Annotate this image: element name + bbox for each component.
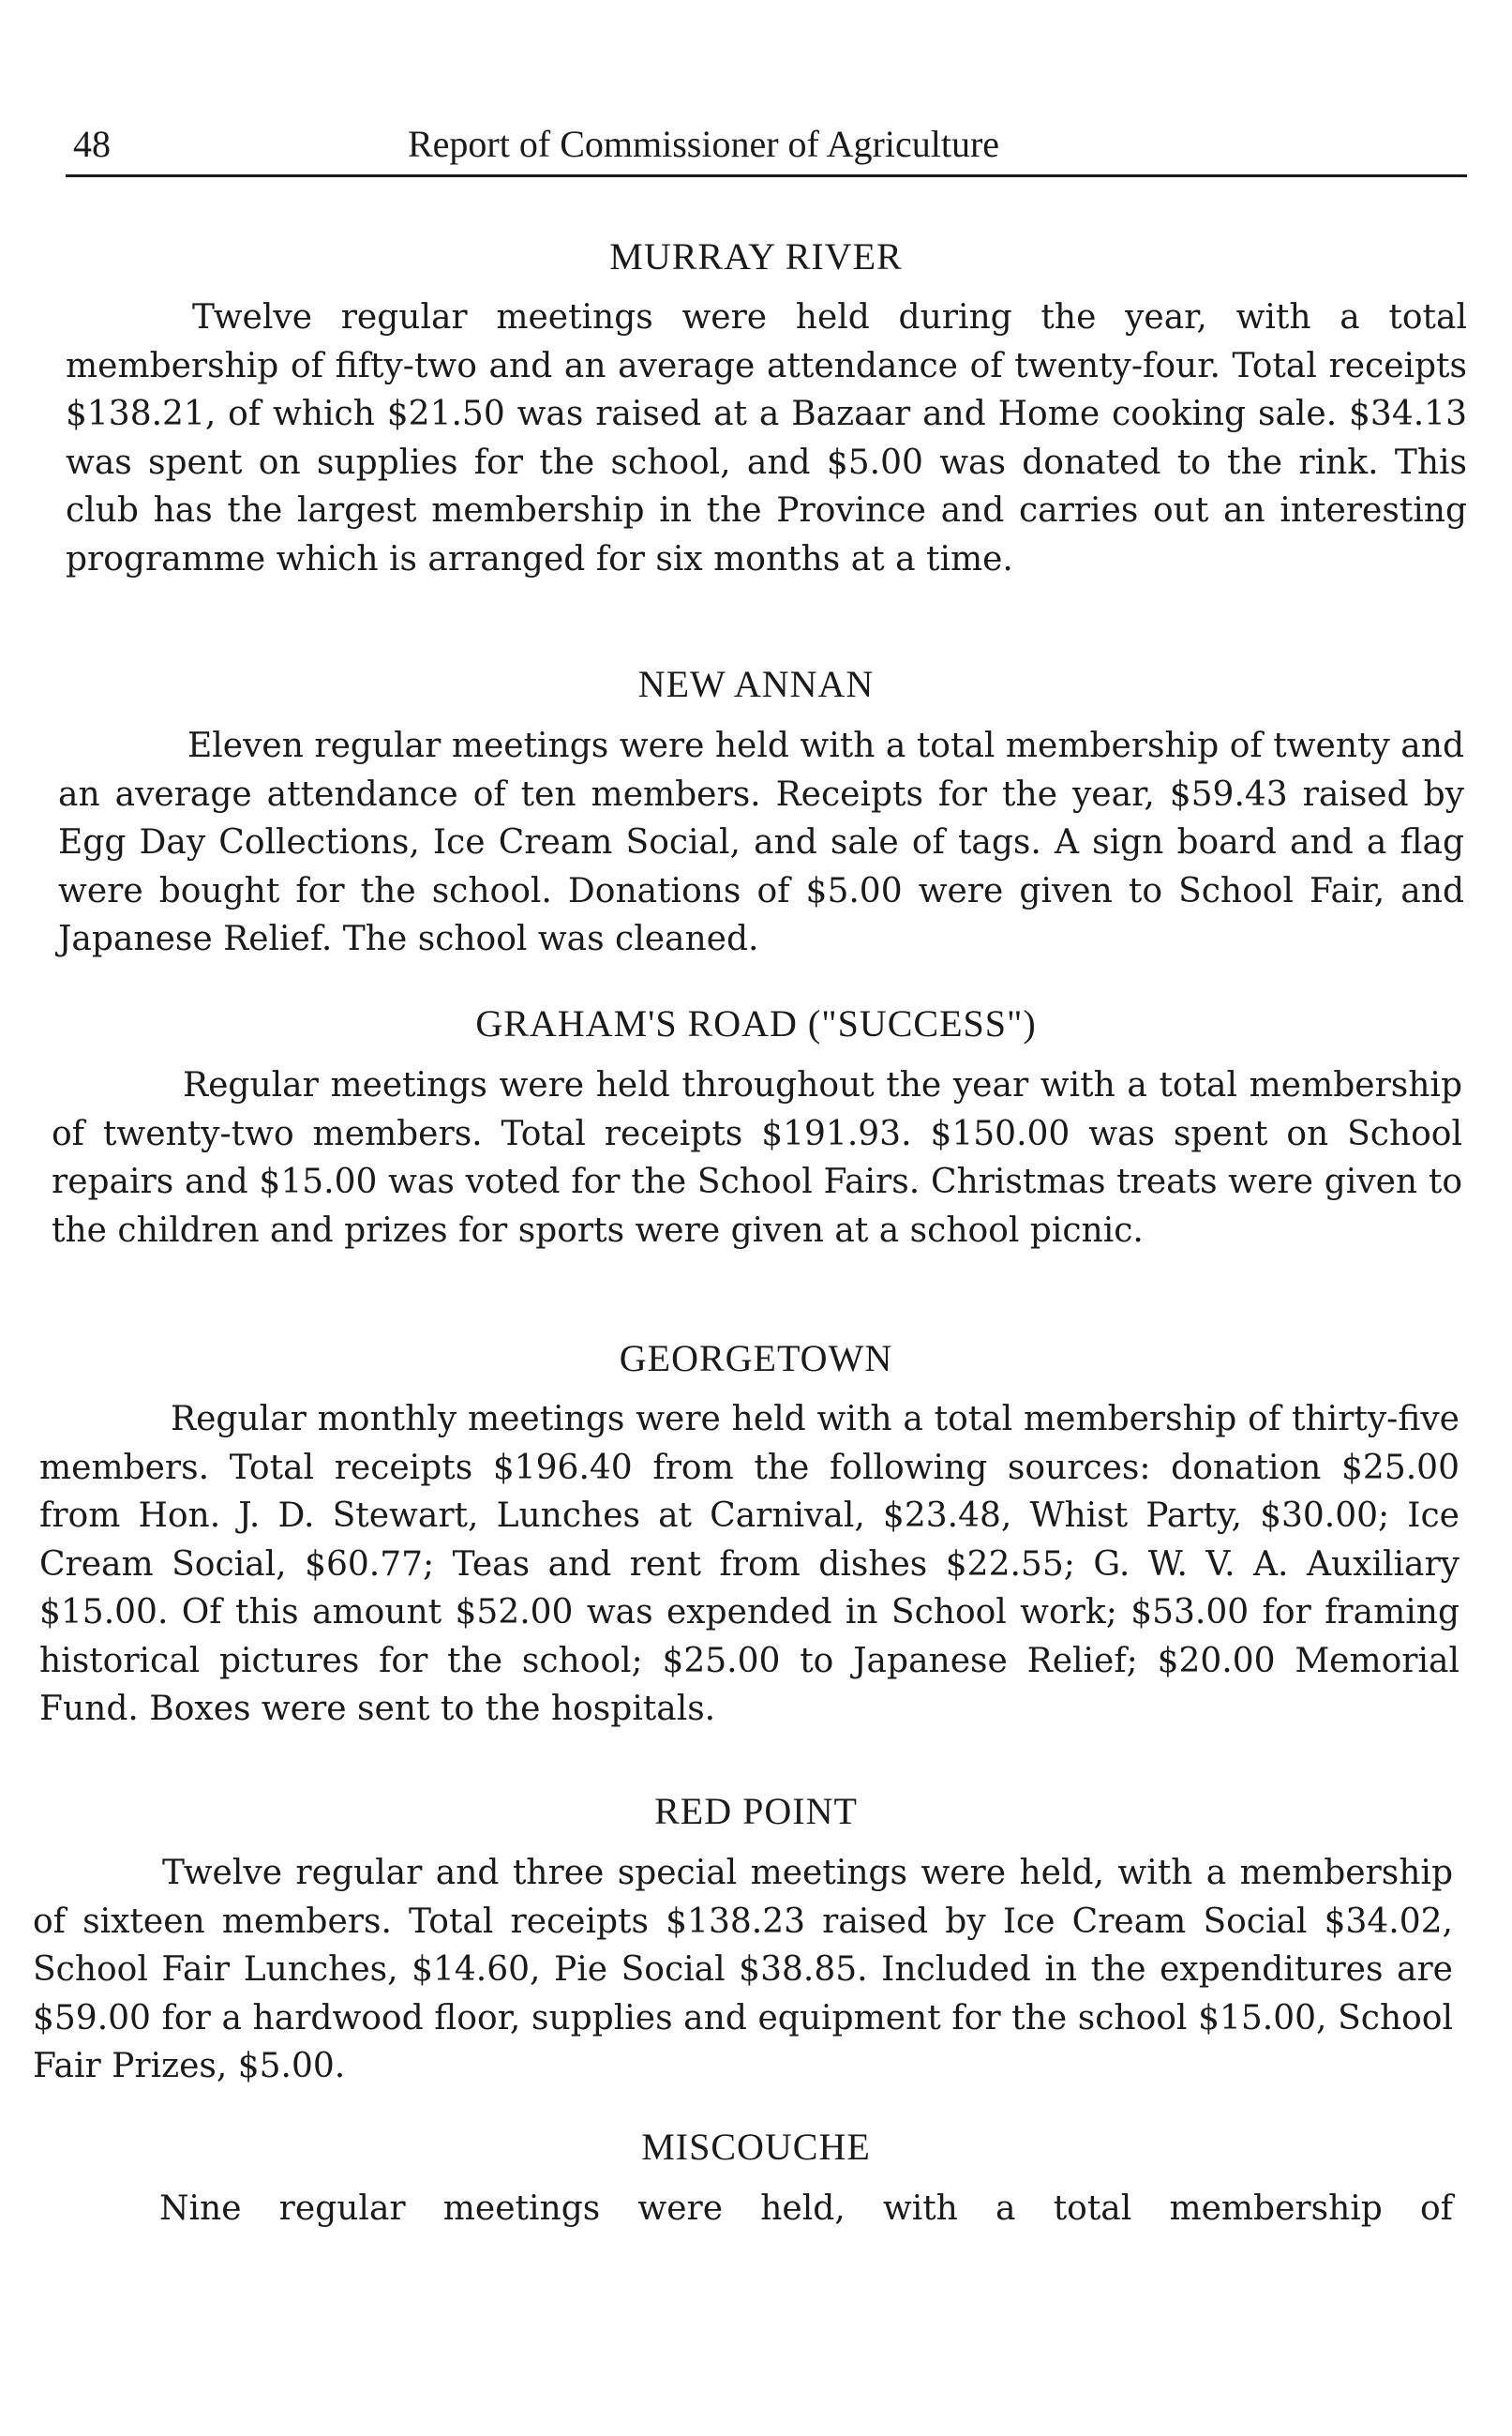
page-number: 48 xyxy=(73,123,111,165)
section-body-new-annan: Eleven regular meetings were held with a total membership of twenty and an average attendance of ten members. Receipts for the year, $59.43 raised by Egg Day Collections, Ice Cream Social, and sale of tags. A sign board and a flag were bought for the school. Donations of $5.00 were given to School Fair, and Japanese Relief. The school was cleaned. xyxy=(58,727,1464,958)
section-heading-miscouche: MISCOUCHE xyxy=(641,2126,871,2168)
section-body-red-point: Twelve regular and three special meetings were held, with a membership of sixteen members. Total receipts $138.23 raised by Ice Cream Social $34.02, School Fair Lunches, $14.60, Pie Social $38.85. Included in the expenditures are $59.00 for a hardwood floor, supplies and equipment for the school $15.00, School Fair Prizes, $5.00. xyxy=(33,1854,1453,2085)
section-heading-red-point: RED POINT xyxy=(654,1790,858,1832)
section-heading-georgetown: GEORGETOWN xyxy=(619,1337,893,1379)
section-body-murray-river: Twelve regular meetings were held during the year, with a total membership of fifty-two and an average attendance of twenty-four. Total receipts $138.21, of which $21.50 was raised at a Bazaar and Home cooking sale. $34.13 was spent on supplies for the school, and $5.00 was donated to the rink. This club has the largest membership in the Province and carries out an interesting programme which is arranged for six months at a time. xyxy=(66,298,1467,579)
running-head xyxy=(66,120,1467,169)
section-heading-new-annan: NEW ANNAN xyxy=(637,663,875,705)
section-heading-grahams-road: GRAHAM'S ROAD ("SUCCESS") xyxy=(475,1002,1037,1045)
section-body-grahams-road: Regular meetings were held throughout the year with a total membership of twenty-two members. Total receipts $191.93. $150.00 was spent on School repairs and $15.00 was voted for the School Fairs. Christmas treats were given to the children and prizes for sports were given at a school picnic. xyxy=(52,1066,1462,1250)
section-heading-murray-river: MURRAY RIVER xyxy=(609,235,903,278)
section-body-miscouche: Nine regular meetings were held, with a total membership of xyxy=(159,2189,1453,2228)
running-title: Report of Commissioner of Agriculture xyxy=(408,123,1000,165)
header-rule xyxy=(66,174,1467,177)
section-body-georgetown: Regular monthly meetings were held with a total membership of thirty-five members. Total receipts $196.40 from the following sources: donation $25.00 from Hon. J. D. Stewart, Lunches at Carnival, $23.48, Whist Party, $30.00; Ice Cream Social, $60.77; Teas and rent from dishes $22.55; G. W. V. A. Auxiliary $15.00. Of this amount $52.00 was expended in School work; $53.00 for framing historical pictures for the school; $25.00 to Japanese Relief; $20.00 Memorial Fund. Boxes were sent to the hospitals. xyxy=(39,1400,1460,1728)
